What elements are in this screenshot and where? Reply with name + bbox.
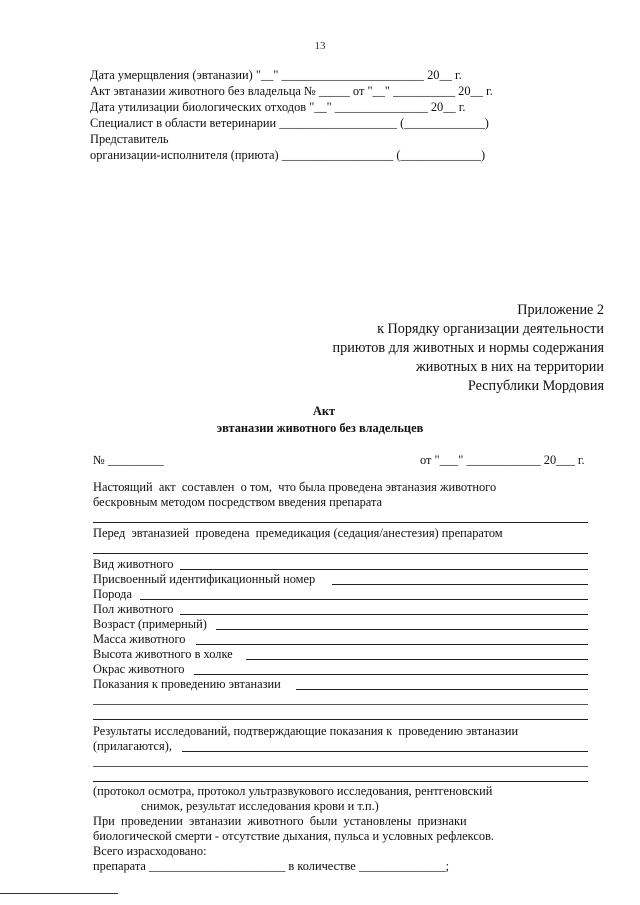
appendix-line-2: к Порядку организации деятельности <box>377 321 604 337</box>
body-intro-line-2: бескровным методом посредством введения препарата <box>93 495 383 509</box>
age-label: Возраст (примерный) <box>93 617 207 631</box>
id-number-field <box>332 584 588 585</box>
indications-field <box>296 689 588 690</box>
sex-label: Пол животного <box>93 602 174 616</box>
contractor-org-line: организации-исполнителя (приюта) __________________ (_____________) <box>90 148 486 162</box>
euthanasia-date-line: Дата умерщвления (эвтаназии) "__" _______________________ 20__ г. <box>90 68 462 82</box>
id-number-label: Присвоенный идентификационный номер <box>93 572 316 586</box>
act-date-field: от "___" ____________ 20___ г. <box>420 453 585 467</box>
body-intro-line-1: Настоящий акт составлен о том, что была проведена эвтаназия животного <box>93 480 497 494</box>
height-label: Высота животного в холке <box>93 647 233 661</box>
footnote-separator <box>0 893 118 894</box>
breed-label: Порода <box>93 587 132 601</box>
total-used-label: Всего израсходовано: <box>93 844 207 858</box>
protocol-note-line-1: (протокол осмотра, протокол ультразвукового исследования, рентгеновский <box>93 784 493 798</box>
representative-label: Представитель <box>90 132 169 146</box>
sex-field <box>180 614 588 615</box>
weight-label: Масса животного <box>93 632 186 646</box>
blank-line <box>93 522 588 523</box>
page-number: 13 <box>314 40 326 52</box>
appendix-line-3: приютов для животных и нормы содержания <box>332 340 604 356</box>
blank-line <box>93 766 588 767</box>
breed-field <box>140 599 588 600</box>
act-number-field: № _________ <box>93 453 164 467</box>
coat-color-label: Окрас животного <box>93 662 185 676</box>
disposal-date-line: Дата утилизации биологических отходов "__" _______________ 20__ г. <box>90 100 466 114</box>
blank-line <box>93 719 588 720</box>
blank-line <box>93 781 588 782</box>
vet-specialist-line: Специалист в области ветеринарии ___________________ (_____________) <box>90 116 489 130</box>
blank-line <box>93 553 588 554</box>
appendix-line-4: животных в них на территории <box>415 359 604 375</box>
act-title: Акт <box>312 404 336 418</box>
act-subtitle: эвтаназии животного без владельцев <box>216 421 424 435</box>
height-field <box>246 659 588 660</box>
drug-quantity-line: препарата ______________________ в количестве ______________; <box>93 859 450 873</box>
death-signs-line-2: биологической смерти - отсутствие дыхания, пульса и условных рефлексов. <box>93 829 495 843</box>
act-number-line: Акт эвтаназии животного без владельца № _____ от "__" __________ 20__ г. <box>90 84 493 98</box>
appendix-number: Приложение 2 <box>517 302 604 318</box>
animal-species-label: Вид животного <box>93 557 174 571</box>
indications-label: Показания к проведению эвтаназии <box>93 677 281 691</box>
results-field <box>182 751 588 752</box>
age-field <box>216 629 588 630</box>
blank-line <box>93 704 588 705</box>
attached-label: (прилагаются), <box>93 739 172 753</box>
weight-field <box>196 644 588 645</box>
coat-color-field <box>194 674 588 675</box>
animal-species-field <box>180 569 588 570</box>
protocol-note-line-2: снимок, результат исследования крови и т.п.) <box>141 799 379 813</box>
appendix-line-5: Республики Мордовия <box>467 378 604 394</box>
results-line: Результаты исследований, подтверждающие показания к проведению эвтаназии <box>93 724 519 738</box>
premedication-line: Перед эвтаназией проведена премедикация (седация/анестезия) препаратом <box>93 526 503 540</box>
death-signs-line-1: При проведении эвтаназии животного были установлены признаки <box>93 814 467 828</box>
